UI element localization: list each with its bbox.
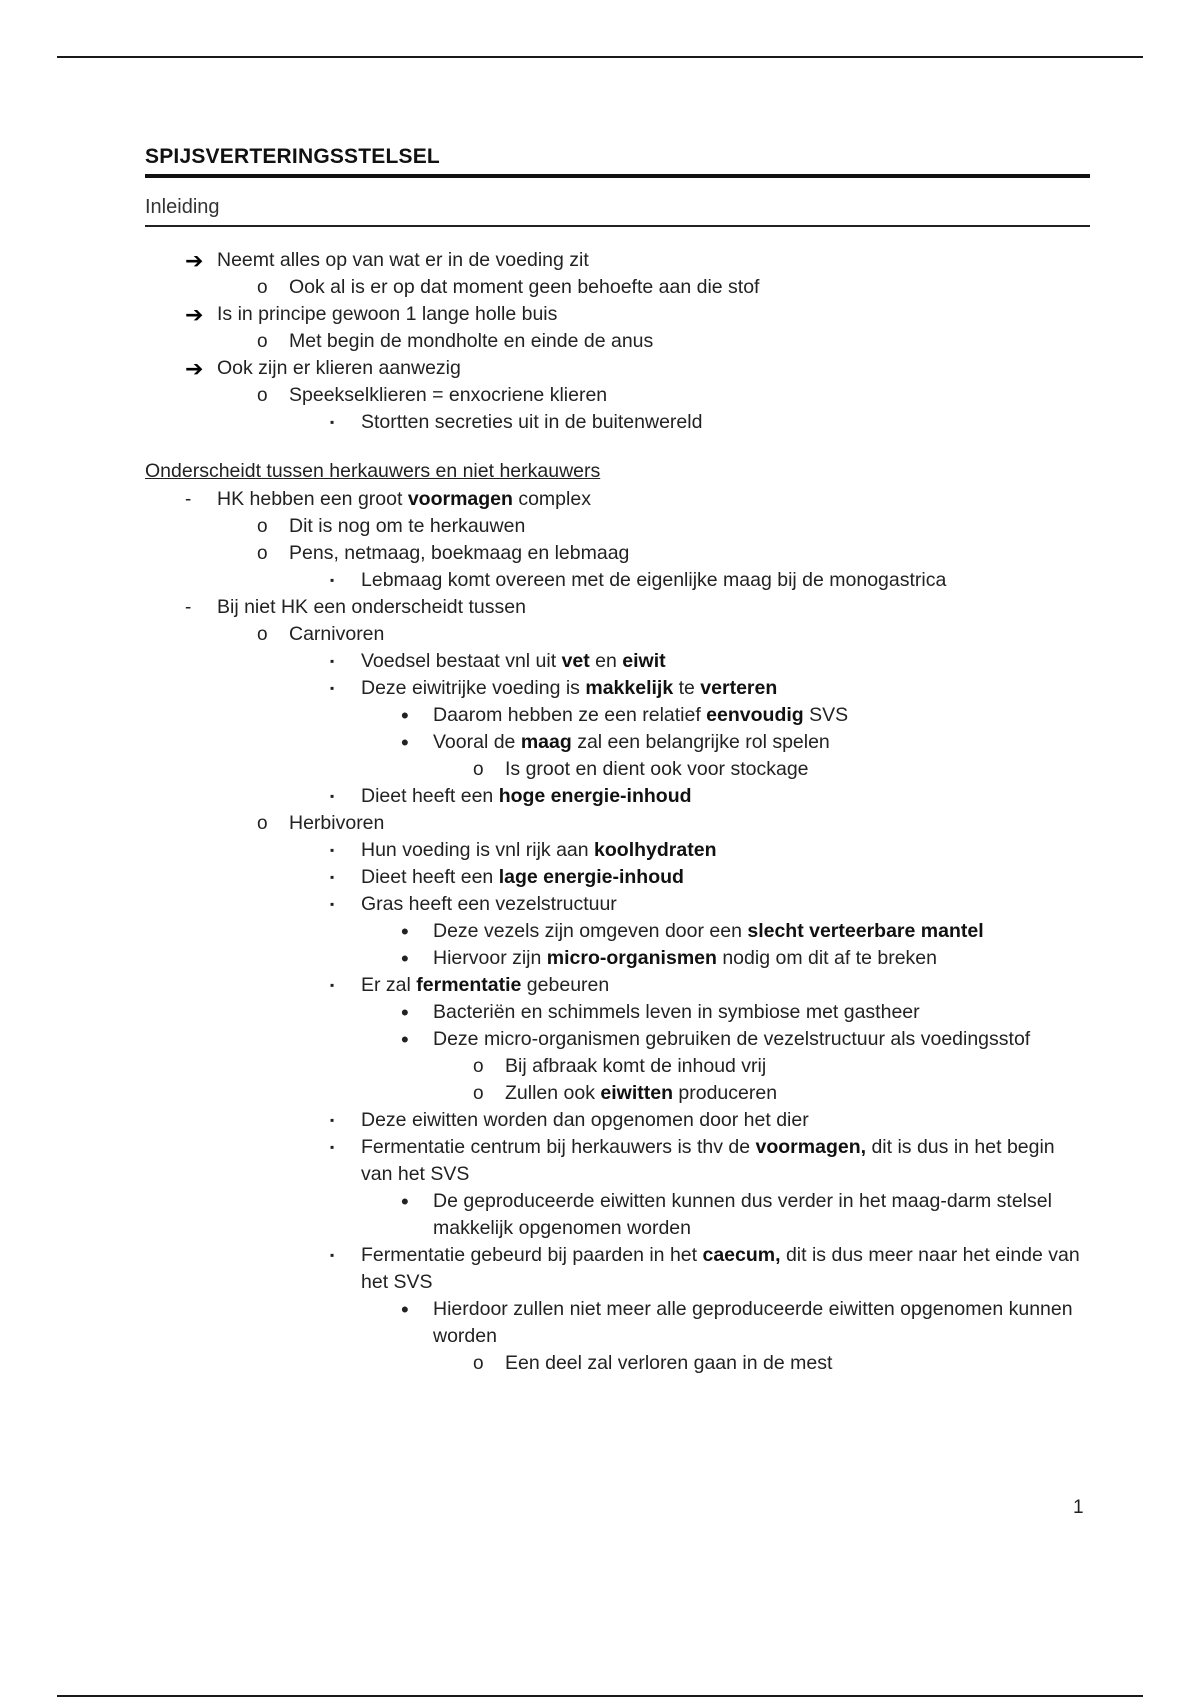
list-item [145, 972, 1090, 999]
list-item [145, 729, 1090, 756]
list-item [145, 1080, 1090, 1107]
bullet-marker: ▪ [330, 789, 335, 803]
list-item [145, 999, 1090, 1026]
list-item-text [361, 783, 1090, 810]
list-item-text [361, 409, 1090, 436]
list-item-text [433, 999, 1090, 1026]
list-item-text [505, 756, 1090, 783]
text-segment: complex [512, 488, 591, 510]
text-segment: nodig om dit af te breken [716, 947, 937, 969]
list-item-text [289, 328, 1090, 355]
list-item [145, 918, 1090, 945]
bullet-marker: ▪ [330, 897, 335, 911]
text-segment: Lebmaag komt overeen met de eigenlijke maag bij de monogastrica [361, 569, 947, 591]
list-item [145, 594, 1090, 621]
text-segment: Stortten secreties uit in de buitenwereld [361, 411, 703, 433]
text-segment: te [673, 677, 701, 699]
list-item-text [217, 301, 1090, 328]
bullet-marker: o [257, 624, 268, 645]
bullet-marker: • [401, 1297, 409, 1322]
list-item-text [361, 1242, 1090, 1296]
bold-term: makkelijk [585, 677, 674, 699]
bold-term: koolhydraten [594, 839, 717, 861]
bullet-marker: • [401, 730, 409, 755]
list-item-text [217, 355, 1090, 382]
text-segment: dit is dus in het begin van het SVS [361, 1136, 1055, 1185]
list-item-text [433, 1296, 1090, 1350]
text-segment: Fermentatie centrum bij herkauwers is thv de [361, 1136, 756, 1158]
text-segment: Dit is nog om te herkauwen [289, 515, 526, 537]
list-item [145, 837, 1090, 864]
text-segment: Vooral de [433, 731, 521, 753]
list-item-text [361, 1134, 1090, 1188]
bold-term: caecum, [702, 1244, 781, 1266]
list-item [145, 1350, 1090, 1377]
list-item-text [361, 864, 1090, 891]
list-item [145, 783, 1090, 810]
bullet-marker: o [257, 516, 268, 537]
list-item-text [361, 891, 1090, 918]
section-heading-differences: Onderscheidt tussen herkauwers en niet herkauwers [145, 460, 601, 482]
bullet-marker: ▪ [330, 870, 335, 884]
bullet-marker: ➔ [185, 356, 204, 381]
list-item [145, 513, 1090, 540]
bold-term: voormagen, [755, 1136, 867, 1158]
list-item-text [289, 621, 1090, 648]
bold-term: hoge energie-inhoud [498, 785, 692, 807]
bold-term: eenvoudig [706, 704, 804, 726]
text-segment: Is in principe gewoon 1 lange holle buis [217, 303, 558, 325]
list-item [145, 328, 1090, 355]
list-item [145, 1053, 1090, 1080]
list-item [145, 382, 1090, 409]
list-item-text [289, 274, 1090, 301]
list-item [145, 1188, 1090, 1242]
bullet-marker: • [401, 1027, 409, 1052]
list-item-text [361, 675, 1090, 702]
list-item-text [505, 1080, 1090, 1107]
bullet-marker: o [257, 331, 268, 352]
list-item [145, 810, 1090, 837]
list-item-text [433, 1188, 1090, 1242]
list-item-text [433, 945, 1090, 972]
text-segment: Hiervoor zijn [433, 947, 547, 969]
bullet-marker: • [401, 919, 409, 944]
text-segment: gebeuren [521, 974, 610, 996]
list-item-text [505, 1350, 1090, 1377]
list-item [145, 274, 1090, 301]
text-segment: Dieet heeft een [361, 866, 499, 888]
bold-term: voormagen [407, 488, 513, 510]
text-segment: Deze eiwitten worden dan opgenomen door het dier [361, 1109, 809, 1131]
bold-term: slecht verteerbare mantel [747, 920, 984, 942]
bullet-marker: o [473, 759, 484, 780]
bullet-marker: ➔ [185, 248, 204, 273]
list-item [145, 486, 1090, 513]
bullet-marker: ▪ [330, 573, 335, 587]
bottom-rule [57, 1695, 1143, 1697]
list-item-text [217, 594, 1090, 621]
bullet-marker: ➔ [185, 302, 204, 327]
bullet-marker: • [401, 946, 409, 971]
intro-list [145, 247, 1090, 436]
text-segment: Voedsel bestaat vnl uit [361, 650, 562, 672]
list-item [145, 1107, 1090, 1134]
bullet-marker: o [473, 1353, 484, 1374]
bold-term: fermentatie [416, 974, 522, 996]
text-segment: Carnivoren [289, 623, 385, 645]
list-item [145, 702, 1090, 729]
text-segment: Er zal [361, 974, 417, 996]
list-item-text [433, 729, 1090, 756]
list-item [145, 567, 1090, 594]
text-segment: Gras heeft een vezelstructuur [361, 893, 617, 915]
text-segment: Fermentatie gebeurd bij paarden in het [361, 1244, 703, 1266]
text-segment: Speekselklieren = enxocriene klieren [289, 384, 608, 406]
bold-term: lage energie-inhoud [498, 866, 684, 888]
list-item [145, 1296, 1090, 1350]
list-item [145, 540, 1090, 567]
list-item-text [289, 810, 1090, 837]
bullet-marker: • [401, 703, 409, 728]
text-segment: Is groot en dient ook voor stockage [505, 758, 809, 780]
text-segment: Pens, netmaag, boekmaag en lebmaag [289, 542, 630, 564]
list-item [145, 355, 1090, 382]
text-segment: Neemt alles op van wat er in de voeding zit [217, 249, 589, 271]
text-segment: Dieet heeft een [361, 785, 499, 807]
bullet-marker: o [257, 385, 268, 406]
bold-term: eiwit [622, 650, 666, 672]
list-item [145, 1242, 1090, 1296]
bold-term: micro-organismen [546, 947, 717, 969]
text-segment: Deze vezels zijn omgeven door een [433, 920, 748, 942]
bullet-marker: - [185, 597, 192, 618]
bullet-marker: ▪ [330, 1140, 335, 1154]
bold-term: eiwitten [600, 1082, 673, 1104]
list-item-text [361, 972, 1090, 999]
text-segment: Herbivoren [289, 812, 385, 834]
bullet-marker: ▪ [330, 1248, 335, 1262]
bullet-marker: ▪ [330, 1113, 335, 1127]
bullet-marker: - [185, 489, 192, 510]
document-title: SPIJSVERTERINGSSTELSEL [145, 145, 1090, 178]
bullet-marker: ▪ [330, 415, 335, 429]
bullet-marker: ▪ [330, 978, 335, 992]
list-item-text [289, 513, 1090, 540]
list-item [145, 301, 1090, 328]
text-segment: Een deel zal verloren gaan in de mest [505, 1352, 833, 1374]
list-item-text [433, 702, 1090, 729]
list-item [145, 409, 1090, 436]
bullet-marker: • [401, 1000, 409, 1025]
list-item [145, 648, 1090, 675]
text-segment: Hierdoor zullen niet meer alle geproduceerde eiwitten opgenomen kunnen worden [433, 1298, 1073, 1347]
page-number: 1 [1073, 1497, 1084, 1518]
text-segment: Bij afbraak komt de inhoud vrij [505, 1055, 767, 1077]
bold-term: maag [520, 731, 572, 753]
text-segment: Bij niet HK een onderscheidt tussen [217, 596, 526, 618]
section-heading-intro: Inleiding [145, 196, 1090, 227]
list-item-text [433, 918, 1090, 945]
bullet-marker: • [401, 1189, 409, 1214]
page-content [145, 145, 1090, 1377]
text-segment: en [589, 650, 623, 672]
bullet-marker: o [257, 813, 268, 834]
list-item-text [217, 486, 1090, 513]
list-item-text [289, 382, 1090, 409]
bullet-marker: o [473, 1083, 484, 1104]
list-item [145, 1134, 1090, 1188]
bullet-marker: ▪ [330, 681, 335, 695]
list-item-text [361, 1107, 1090, 1134]
bullet-marker: ▪ [330, 843, 335, 857]
list-item-text [217, 247, 1090, 274]
text-segment: Deze eiwitrijke voeding is [361, 677, 586, 699]
list-item [145, 675, 1090, 702]
bold-term: vet [561, 650, 590, 672]
text-segment: Daarom hebben ze een relatief [433, 704, 707, 726]
list-item [145, 945, 1090, 972]
list-item-text [433, 1026, 1090, 1053]
text-segment: SVS [803, 704, 849, 726]
list-item-text [361, 567, 1090, 594]
bullet-marker: ▪ [330, 654, 335, 668]
top-rule [57, 56, 1143, 58]
list-item [145, 864, 1090, 891]
bold-term: verteren [700, 677, 778, 699]
text-segment: Bacteriën en schimmels leven in symbiose met gastheer [433, 1001, 920, 1023]
list-item-text [289, 540, 1090, 567]
text-segment: Deze micro-organismen gebruiken de vezelstructuur als voedingsstof [433, 1028, 1031, 1050]
bullet-marker: o [473, 1056, 484, 1077]
text-segment: produceren [672, 1082, 778, 1104]
text-segment: dit is dus meer naar het einde van het SVS [361, 1244, 1080, 1293]
text-segment: Zullen ook [505, 1082, 601, 1104]
list-item [145, 621, 1090, 648]
bullet-marker: o [257, 277, 268, 298]
list-item [145, 891, 1090, 918]
differences-list [145, 486, 1090, 1377]
text-segment: Ook zijn er klieren aanwezig [217, 357, 461, 379]
text-segment: De geproduceerde eiwitten kunnen dus verder in het maag-darm stelsel makkelijk opgenomen worden [433, 1190, 1052, 1239]
text-segment: Hun voeding is vnl rijk aan [361, 839, 595, 861]
list-item-text [361, 648, 1090, 675]
bullet-marker: o [257, 543, 268, 564]
list-item [145, 756, 1090, 783]
list-item [145, 1026, 1090, 1053]
list-item-text [505, 1053, 1090, 1080]
text-segment: Met begin de mondholte en einde de anus [289, 330, 654, 352]
list-item [145, 247, 1090, 274]
list-item-text [361, 837, 1090, 864]
text-segment: Ook al is er op dat moment geen behoefte aan die stof [289, 276, 760, 298]
text-segment: HK hebben een groot [217, 488, 408, 510]
text-segment: zal een belangrijke rol spelen [571, 731, 830, 753]
